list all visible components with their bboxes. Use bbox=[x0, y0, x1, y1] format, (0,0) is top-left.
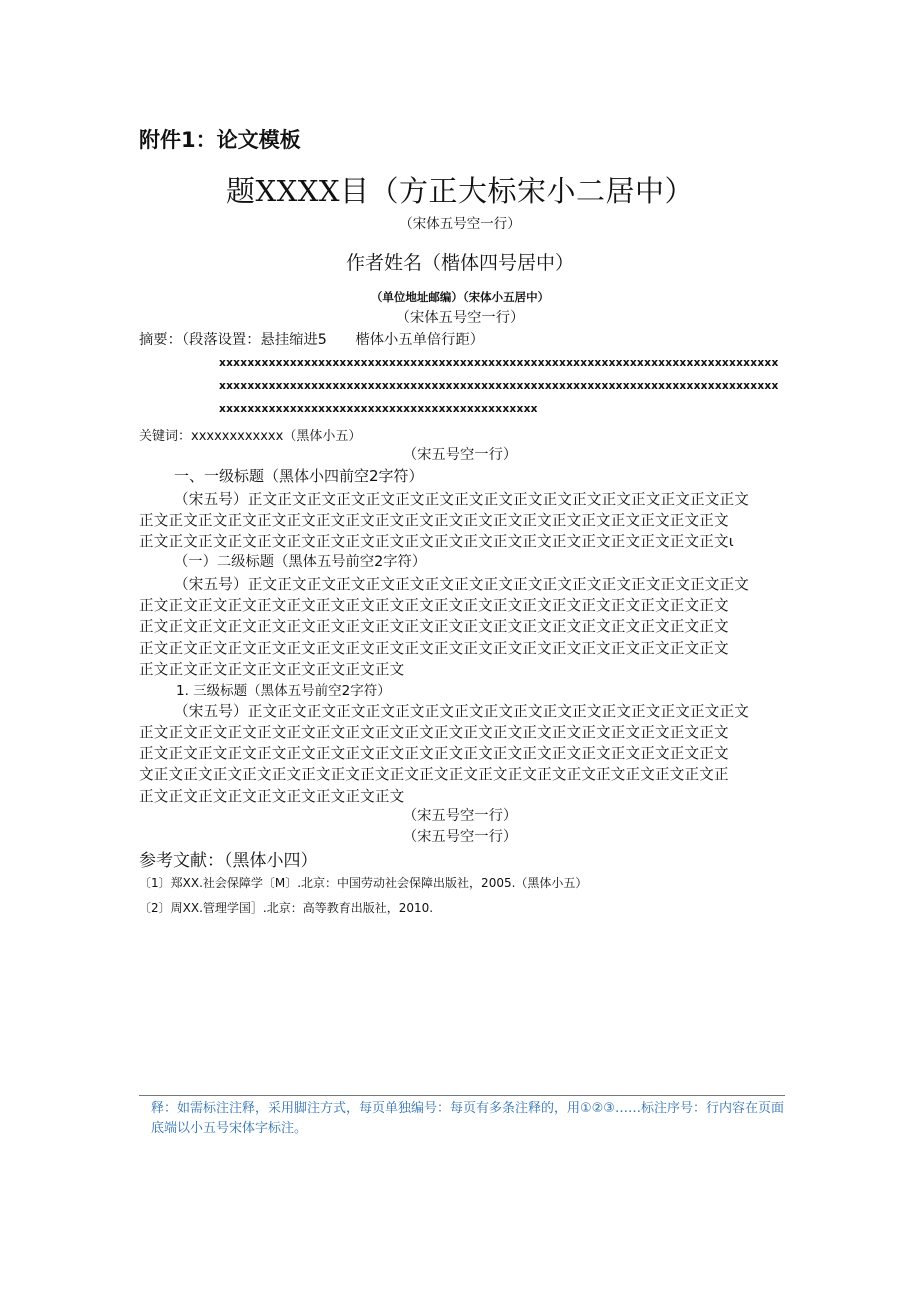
body-text-line: 正文正文正文正文正文正文正文正文正文正文正文正文正文正文正文正文正文正文正文正文 bbox=[139, 640, 729, 657]
reference-item: 〔1〕郑XX.社会保障学〔M〕.北京：中国劳动社会保障出版社，2005.（黑体小五） bbox=[139, 876, 588, 890]
heading-level-3: 1. 三级标题（黑体五号前空2字符） bbox=[176, 683, 391, 699]
heading-level-1: 一、一级标题（黑体小四前空2字符） bbox=[174, 467, 424, 485]
blank-line-note: （宋体五号空一行） bbox=[399, 216, 521, 232]
body-text-line: （宋五号）正文正文正文正文正文正文正文正文正文正文正文正文正文正文正文正文正文 bbox=[174, 576, 750, 593]
affiliation: （单位地址邮编）（宋体小五居中） bbox=[370, 290, 550, 304]
body-text-line: 正文正文正文正文正文正文正文正文正文正文正文正文正文正文正文正文正文正文正文正文 bbox=[139, 618, 729, 635]
blank-line-note: （宋五号空一行） bbox=[402, 808, 518, 824]
blank-line-note: （宋五号空一行） bbox=[402, 829, 518, 845]
body-text-line: 正文正文正文正文正文正文正文正文正文正文正文正文正文正文正文正文正文正文正文正文ι bbox=[139, 533, 734, 550]
abstract-line: xxxxxxxxxxxxxxxxxxxxxxxxxxxxxxxxxxxxxxxxxxxxx bbox=[219, 403, 538, 415]
attachment-heading: 附件1：论文模板 bbox=[139, 128, 301, 152]
blank-line-note: （宋体五号空一行） bbox=[395, 310, 525, 326]
footnote-text: 释：如需标注注释，采用脚注方式，每页单独编号：每页有多条注释的，用①②③……标注序号：行内容在页面底端以小五号宋体字标注。 bbox=[151, 1101, 784, 1136]
footnote-separator bbox=[139, 1095, 785, 1096]
abstract-line: xxxxxxxxxxxxxxxxxxxxxxxxxxxxxxxxxxxxxxxxxxxxxxxxxxxxxxxxxxxxxxxxxxxxxxxxxxxxxxx bbox=[219, 380, 779, 392]
references-heading: 参考文献：（黑体小四） bbox=[139, 851, 318, 871]
blank-line-note: （宋五号空一行） bbox=[402, 447, 518, 463]
keywords: 关键词：xxxxxxxxxxxx（黑体小五） bbox=[139, 429, 362, 444]
reference-item: 〔2〕周XX.管理学国］.北京：高等教育出版社，2010. bbox=[139, 901, 434, 915]
body-text-line: 文正文正文正文正文正文正文正文正文正文正文正文正文正文正文正文正文正文正文正文正 bbox=[139, 766, 729, 783]
body-text-line: 正文正文正文正文正文正文正文正文正文正文正文正文正文正文正文正文正文正文正文正文 bbox=[139, 597, 729, 614]
body-text-line: （宋五号）正文正文正文正文正文正文正文正文正文正文正文正文正文正文正文正文正文 bbox=[174, 703, 750, 720]
body-text-line: 正文正文正文正文正文正文正文正文正文正文正文正文正文正文正文正文正文正文正文正文 bbox=[139, 745, 729, 762]
body-text-line: 正文正文正文正文正文正文正文正文正文 bbox=[139, 788, 405, 805]
heading-level-2: （一）二级标题（黑体五号前空2字符） bbox=[174, 554, 427, 570]
body-text-line: 正文正文正文正文正文正文正文正文正文正文正文正文正文正文正文正文正文正文正文正文 bbox=[139, 724, 729, 741]
abstract-label: 摘要：（段落设置：悬挂缩进5 楷体小五单倍行距） bbox=[139, 332, 485, 348]
body-text-line: （宋五号）正文正文正文正文正文正文正文正文正文正文正文正文正文正文正文正文正文 bbox=[174, 491, 750, 508]
paper-title: 题XXXX目（方正大标宋小二居中） bbox=[225, 174, 695, 208]
author-name: 作者姓名（楷体四号居中） bbox=[345, 252, 574, 274]
body-text-line: 正文正文正文正文正文正文正文正文正文正文正文正文正文正文正文正文正文正文正文正文 bbox=[139, 512, 729, 529]
body-text-line: 正文正文正文正文正文正文正文正文正文 bbox=[139, 661, 405, 678]
abstract-line: xxxxxxxxxxxxxxxxxxxxxxxxxxxxxxxxxxxxxxxxxxxxxxxxxxxxxxxxxxxxxxxxxxxxxxxxxxxxxxx bbox=[219, 357, 779, 369]
